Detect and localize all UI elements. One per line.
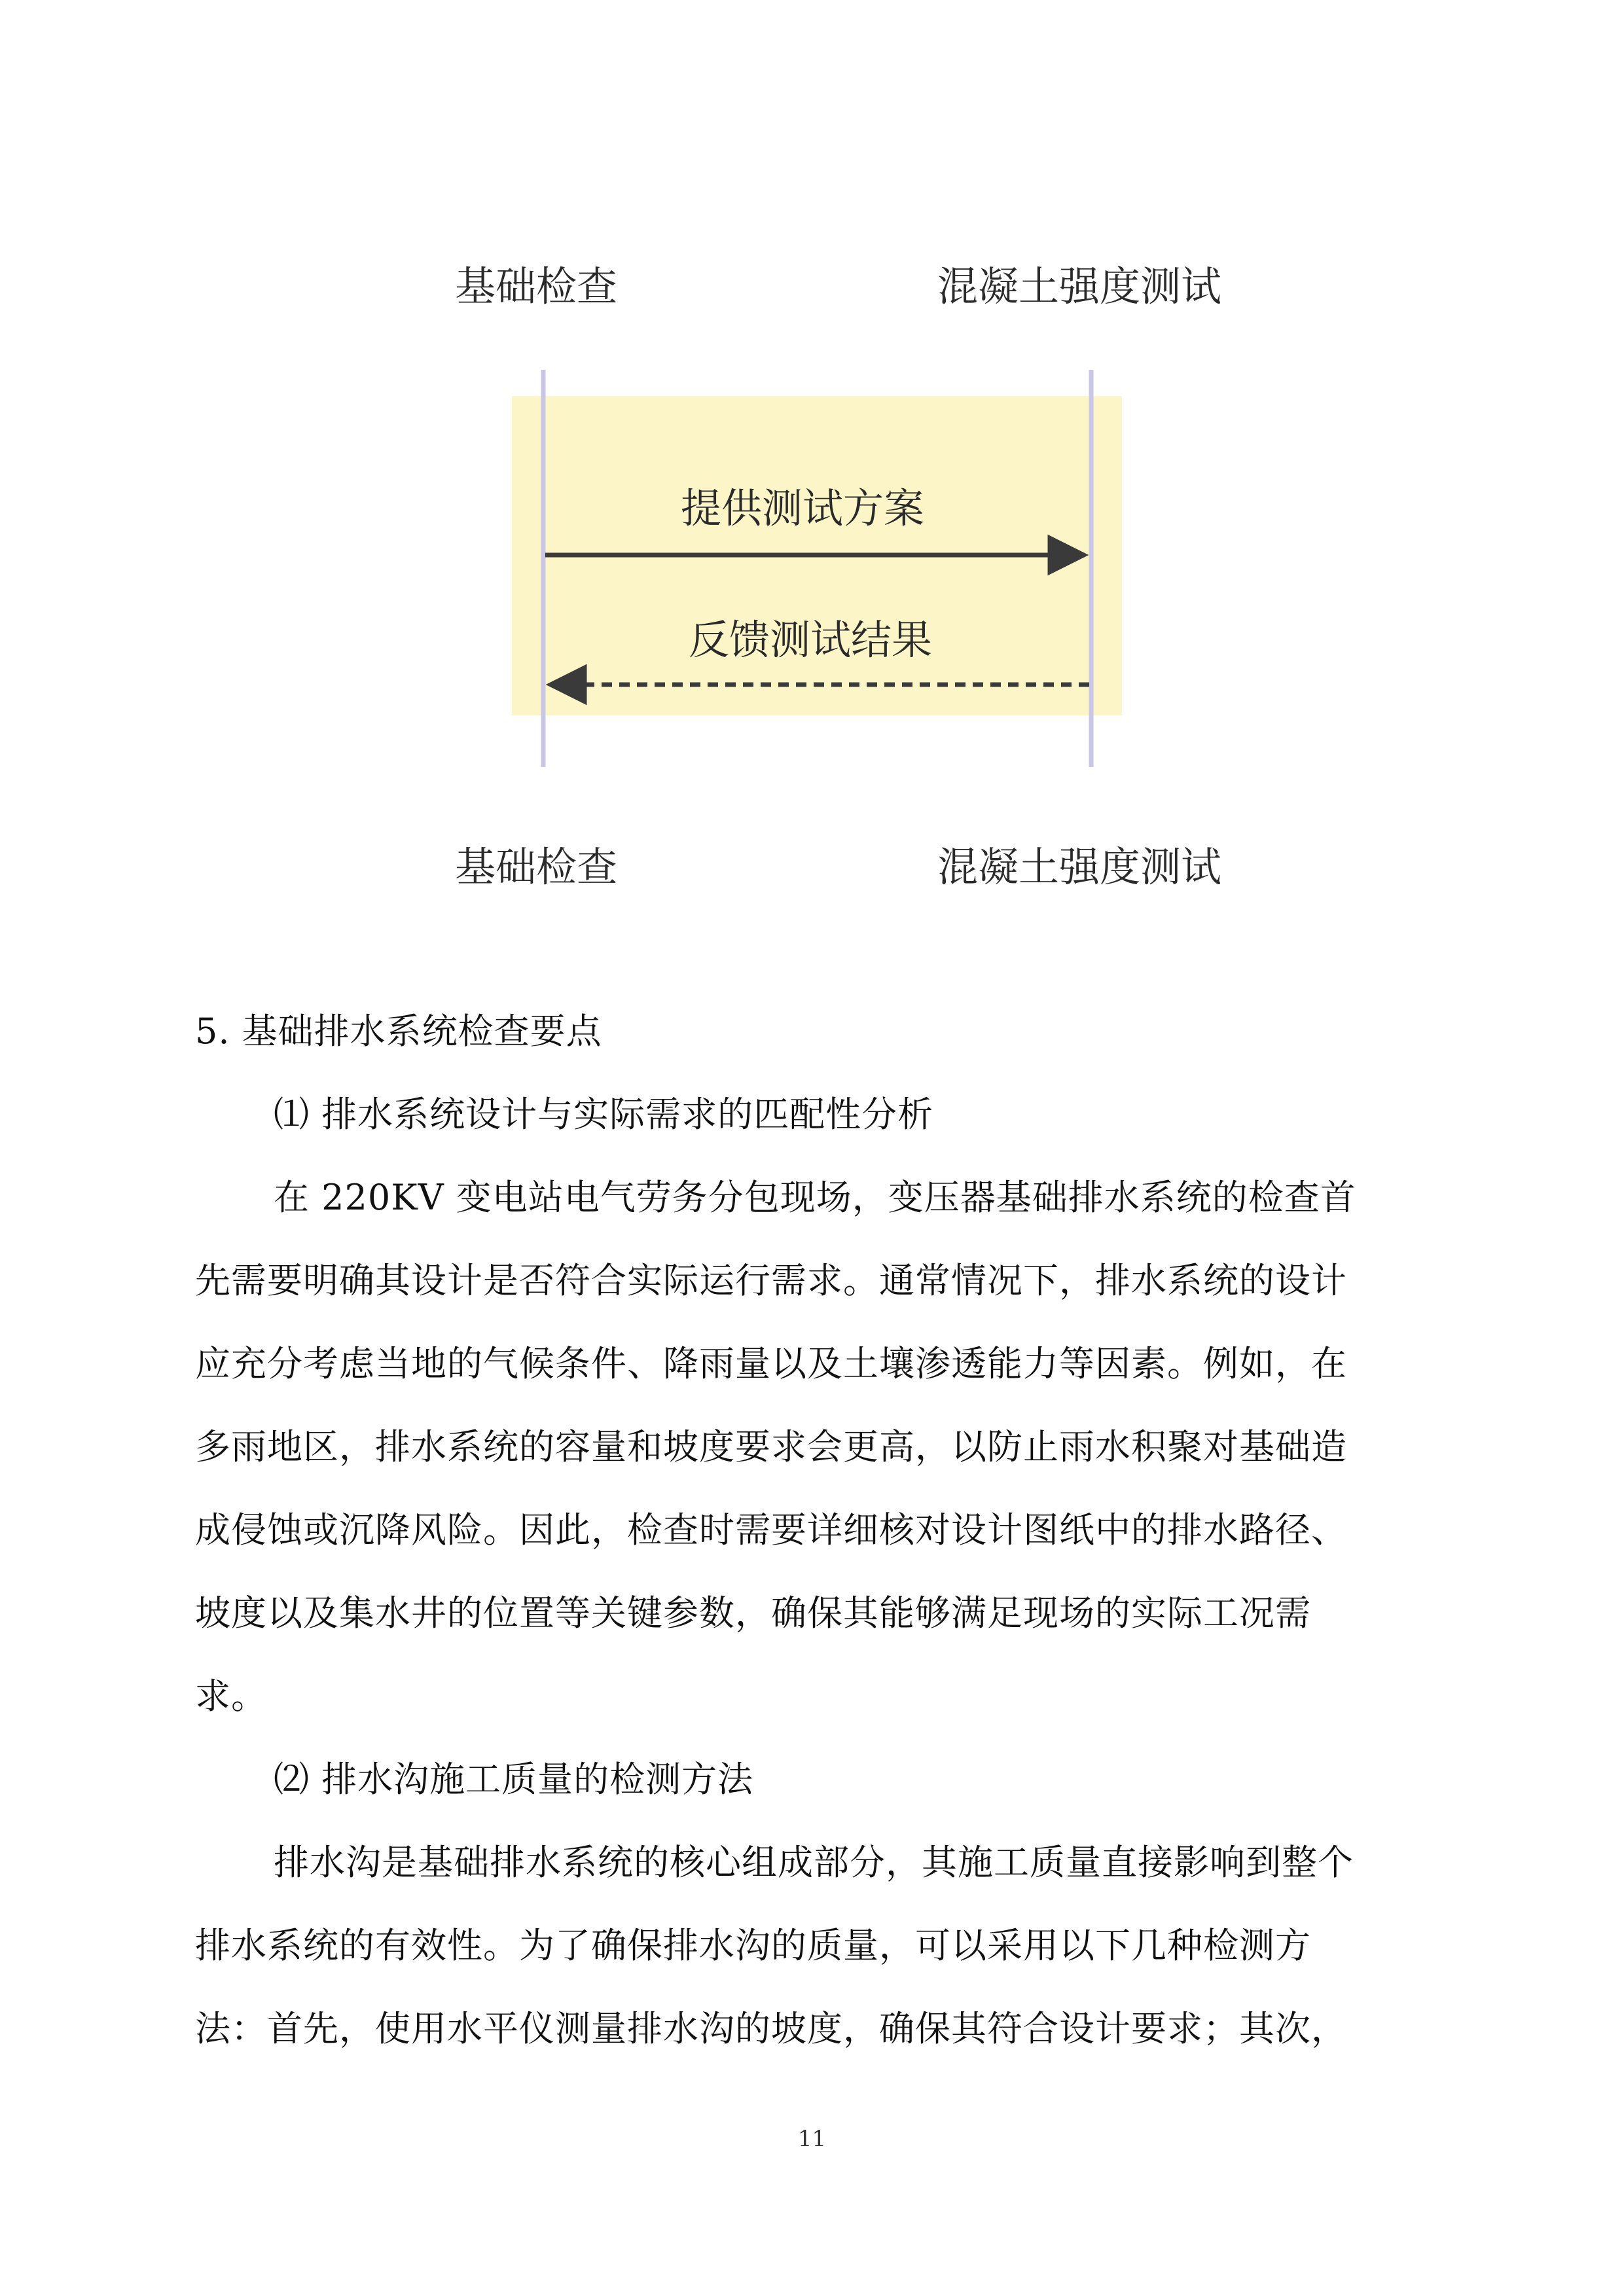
paragraph-line: 坡度以及集水井的位置等关键参数，确保其能够满足现场的实际工况需 <box>195 1592 1311 1634</box>
paragraph-line: 法：首先，使用水平仪测量排水沟的坡度，确保其符合设计要求；其次， <box>195 2008 1347 2049</box>
paragraph-line: 排水沟是基础排水系统的核心组成部分，其施工质量直接影响到整个 <box>274 1842 1354 1883</box>
paragraph-line: 先需要明确其设计是否符合实际运行需求。通常情况下，排水系统的设计 <box>195 1260 1347 1301</box>
message-label-1: 提供测试方案 <box>681 484 925 532</box>
participant-left-top: 基础检查 <box>455 262 618 310</box>
participant-right-bottom: 混凝土强度测试 <box>937 843 1222 891</box>
participant-right-top: 混凝土强度测试 <box>937 262 1222 310</box>
page-number: 11 <box>797 2126 827 2152</box>
section-heading: 5. 基础排水系统检查要点 <box>195 1011 602 1052</box>
subsection-2-title: ⑵ 排水沟施工质量的检测方法 <box>274 1759 754 1800</box>
paragraph-line: 在 220KV 变电站电气劳务分包现场，变压器基础排水系统的检查首 <box>274 1177 1356 1218</box>
diagram-canvas <box>0 0 1624 929</box>
message-label-2: 反馈测试结果 <box>689 616 933 664</box>
subsection-1-title: ⑴ 排水系统设计与实际需求的匹配性分析 <box>274 1094 934 1135</box>
paragraph-line: 排水系统的有效性。为了确保排水沟的质量，可以采用以下几种检测方 <box>195 1925 1311 1966</box>
participant-left-bottom: 基础检查 <box>455 843 618 891</box>
paragraph-line: 多雨地区，排水系统的容量和坡度要求会更高，以防止雨水积聚对基础造 <box>195 1426 1347 1467</box>
paragraph-line: 应充分考虑当地的气候条件、降雨量以及土壤渗透能力等因素。例如，在 <box>195 1343 1347 1384</box>
sequence-diagram <box>0 0 1624 929</box>
paragraph-line: 成侵蚀或沉降风险。因此，检查时需要详细核对设计图纸中的排水路径、 <box>195 1509 1347 1551</box>
paragraph-line: 求。 <box>195 1676 267 1717</box>
